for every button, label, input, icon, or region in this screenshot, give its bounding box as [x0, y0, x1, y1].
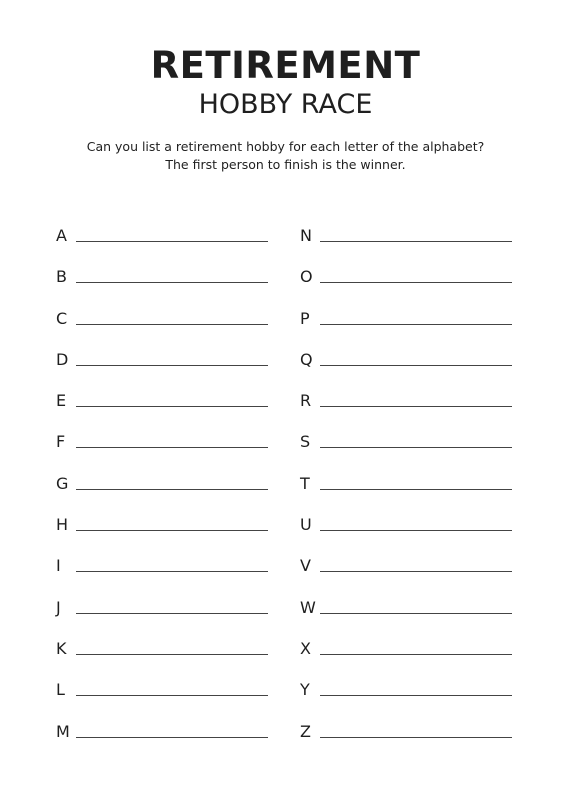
letter-label: G: [56, 473, 69, 493]
letter-label: X: [300, 638, 311, 658]
answer-line[interactable]: [76, 241, 268, 242]
letter-label: C: [56, 308, 68, 328]
letter-label: K: [56, 638, 67, 658]
answer-line[interactable]: [320, 654, 512, 655]
right-letter-column: [300, 222, 515, 759]
answer-row: [300, 470, 515, 511]
answer-row: [300, 387, 515, 428]
answer-line[interactable]: [320, 695, 512, 696]
letter-label: P: [300, 308, 310, 328]
instructions: [0, 138, 571, 174]
answer-line[interactable]: [76, 530, 268, 531]
answer-row: [56, 594, 271, 635]
answer-row: [300, 718, 515, 759]
answer-row: [56, 387, 271, 428]
letter-label: Y: [300, 680, 310, 700]
answer-row: [56, 428, 271, 469]
left-letter-column: [56, 222, 271, 759]
answer-line[interactable]: [320, 737, 512, 738]
answer-row: [300, 222, 515, 263]
letter-label: Z: [300, 721, 311, 741]
answer-line[interactable]: [320, 571, 512, 572]
answer-row: [56, 511, 271, 552]
answer-line[interactable]: [76, 654, 268, 655]
answer-line[interactable]: [76, 365, 268, 366]
answer-line[interactable]: [76, 406, 268, 407]
instructions-line-1: Can you list a retirement hobby for each letter of the alphabet?: [86, 139, 485, 154]
answer-row: [300, 263, 515, 304]
answer-line[interactable]: [320, 324, 512, 325]
answer-row: [300, 346, 515, 387]
letter-label: D: [56, 349, 69, 369]
answer-row: [300, 428, 515, 469]
letter-label: H: [56, 515, 69, 535]
letter-label: J: [56, 597, 61, 617]
letter-label: I: [56, 556, 61, 576]
answer-line[interactable]: [76, 613, 268, 614]
answer-line[interactable]: [76, 324, 268, 325]
answer-line[interactable]: [320, 530, 512, 531]
answer-row: [56, 263, 271, 304]
answer-line[interactable]: [76, 282, 268, 283]
answer-line[interactable]: [76, 447, 268, 448]
letter-label: F: [56, 432, 66, 452]
letter-label: L: [56, 680, 65, 700]
letter-label: W: [300, 597, 316, 617]
answer-row: [300, 594, 515, 635]
answer-row: [56, 346, 271, 387]
letter-label: N: [300, 226, 312, 245]
letter-label: E: [56, 391, 67, 411]
letter-label: V: [300, 556, 311, 576]
answer-row: [56, 676, 271, 717]
letter-label: U: [300, 515, 312, 535]
answer-line[interactable]: [320, 447, 512, 448]
instructions-line-2: The first person to finish is the winner.: [165, 157, 406, 172]
answer-line[interactable]: [320, 282, 512, 283]
answer-line[interactable]: [76, 571, 268, 572]
letter-label: M: [56, 721, 70, 741]
answer-row: [300, 552, 515, 593]
answer-line[interactable]: [320, 365, 512, 366]
answer-line[interactable]: [320, 241, 512, 242]
page-title: RETIREMENT: [150, 44, 421, 87]
answer-row: [56, 635, 271, 676]
answer-row: [56, 222, 271, 263]
letter-label: S: [300, 432, 311, 452]
letter-label: A: [56, 226, 67, 245]
answer-line[interactable]: [320, 406, 512, 407]
answer-row: [56, 552, 271, 593]
letter-label: B: [56, 267, 67, 287]
answer-row: [56, 718, 271, 759]
letter-label: R: [300, 391, 312, 411]
answer-row: [56, 470, 271, 511]
answer-line[interactable]: [76, 695, 268, 696]
answer-line[interactable]: [320, 489, 512, 490]
answer-row: [300, 511, 515, 552]
answer-row: [300, 305, 515, 346]
letter-label: T: [300, 473, 310, 493]
page-subtitle: HOBBY RACE: [198, 89, 373, 120]
answer-row: [300, 676, 515, 717]
answer-line[interactable]: [320, 613, 512, 614]
answer-line[interactable]: [76, 489, 268, 490]
letter-label: O: [300, 267, 313, 287]
answer-row: [300, 635, 515, 676]
answer-line[interactable]: [76, 737, 268, 738]
letter-label: Q: [300, 349, 313, 369]
answer-row: [56, 305, 271, 346]
